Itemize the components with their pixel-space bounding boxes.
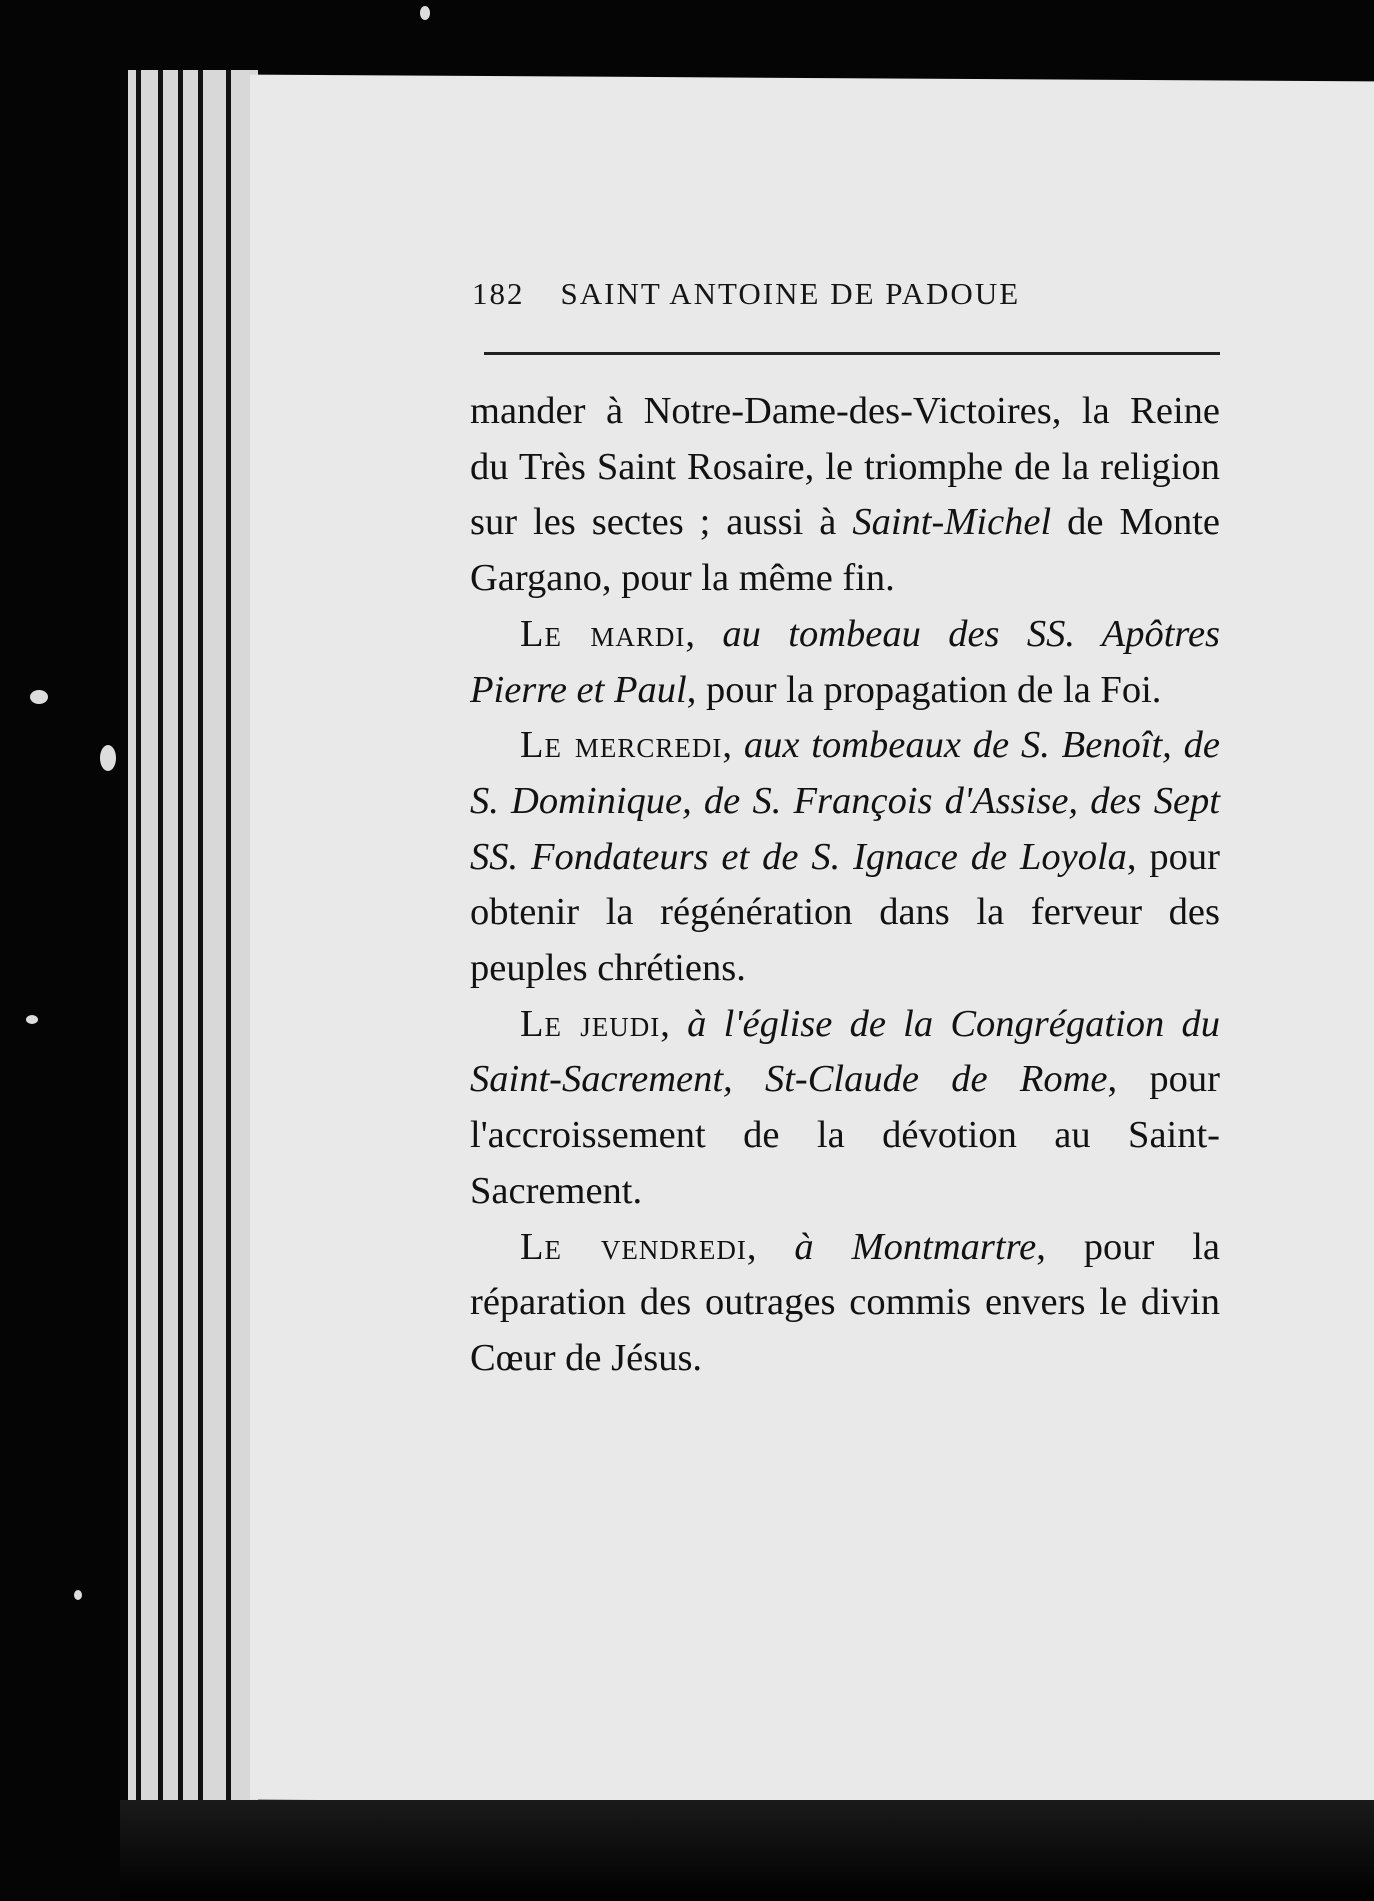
text-run: de Monte Gargano, pour la même fin. xyxy=(470,501,1220,600)
page-edge-line xyxy=(198,70,203,1810)
text-run: , xyxy=(722,724,744,767)
page-bottom-shadow xyxy=(120,1800,1374,1901)
text-run: , xyxy=(746,1225,795,1268)
italic-text-run: à l'église de la Congrégation du Saint-Sacrement, St-Claude de Rome xyxy=(470,1002,1221,1101)
day-label: Le mardi xyxy=(520,612,686,655)
page-edge-line xyxy=(226,70,231,1810)
speck xyxy=(26,1015,38,1024)
paragraph-jeudi xyxy=(470,997,1220,1220)
text-run: mander à Notre-Dame-des-Victoires, la Reine du Très Saint Rosaire, le triomphe de la religion sur les sectes ; aussi à xyxy=(470,390,1220,544)
italic-text-run: aux tombeaux de S. Benoît, de S. Dominique, de S. François d'Assise, des Sept SS. Fondateurs et de S. Ignace de Loyola xyxy=(470,724,1220,878)
day-label: Le jeudi xyxy=(520,1002,661,1045)
day-label: Le vendredi xyxy=(520,1225,747,1268)
running-title: SAINT ANTOINE DE PADOUE xyxy=(560,276,1021,311)
speck xyxy=(30,690,48,704)
text-run: , pour la propagation de la Foi. xyxy=(686,668,1162,711)
text-run: , pour la réparation des outrages commis envers le divin Cœur de Jésus. xyxy=(470,1225,1220,1379)
page-edge-line xyxy=(178,70,183,1810)
header-rule xyxy=(484,352,1220,355)
speck xyxy=(100,745,116,771)
speck xyxy=(420,6,430,20)
page-edge-line xyxy=(136,70,141,1810)
italic-text-run: à Montmartre xyxy=(794,1225,1037,1268)
paragraph-vendredi xyxy=(470,1220,1220,1387)
paragraph-continuation xyxy=(470,384,1220,607)
text-run: , pour l'accroissement de la dévotion au Saint-Sacrement. xyxy=(470,1058,1221,1212)
page-edge-line xyxy=(158,70,163,1810)
paragraph-mercredi xyxy=(470,718,1220,997)
running-header xyxy=(472,276,1220,326)
page-number: 182 xyxy=(472,276,525,311)
day-label: Le mercredi xyxy=(520,724,723,767)
paragraph-mardi xyxy=(470,607,1220,718)
italic-text-run: au tombeau des SS. Apôtres Pierre et Paul xyxy=(470,612,1221,711)
page-body-text xyxy=(470,384,1220,1387)
book-page-edges xyxy=(128,70,258,1810)
text-run: , xyxy=(685,612,723,655)
text-run: , xyxy=(660,1002,688,1045)
italic-text-run: Saint-Michel xyxy=(852,501,1052,544)
speck xyxy=(74,1590,82,1600)
text-run: , pour obtenir la régénération dans la ferveur des peuples chrétiens. xyxy=(470,835,1220,990)
